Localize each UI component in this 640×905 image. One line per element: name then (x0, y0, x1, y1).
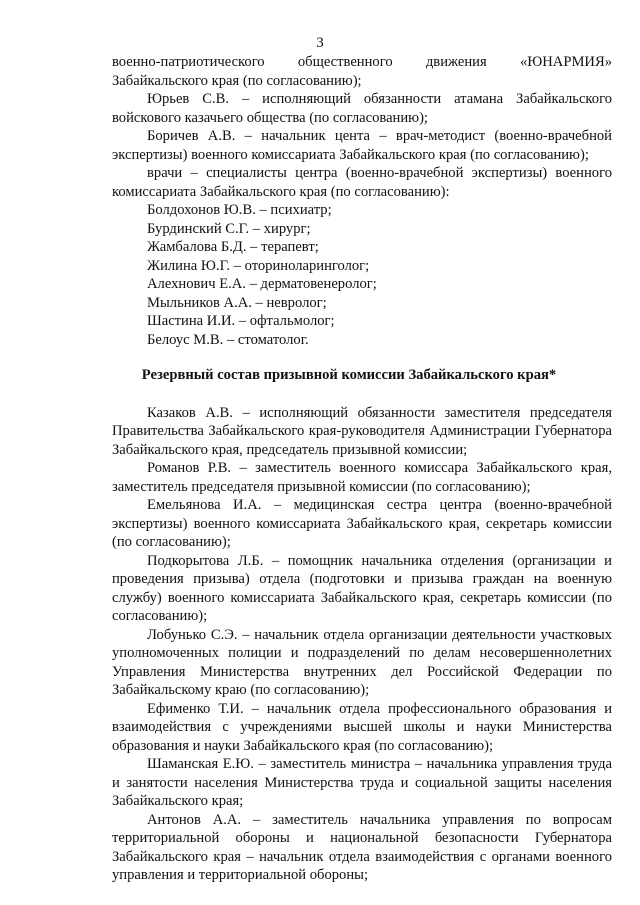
doctor-item: Болдохонов Ю.В. – психиатр; (147, 202, 332, 218)
reserve-member-item: Романов Р.В. – заместитель военного комиссара Забайкальского края, заместитель председателя призывной комиссии (по согласованию); (112, 460, 612, 495)
doctor-item: Алехнович Е.А. – дерматовенеролог; (147, 276, 377, 292)
reserve-member-item: Ефименко Т.И. – начальник отдела профессионального образования и взаимодействия с учреждениями высшей школы и науки Министерства образования и науки Забайкальского края (по согласованию); (112, 700, 612, 754)
doctor-item: Шастина И.И. – офтальмолог; (147, 313, 335, 329)
intro-paragraph: врачи – специалисты центра (военно-врачебной экспертизы) военного комиссариата Забайкальского края (по согласованию): (112, 165, 612, 200)
reserve-member-item: Лобунько С.Э. – начальник отдела организации деятельности участковых уполномоченных полиции и подразделений по делам несовершеннолетних Управления Министерства внутренних дел Российской Федерации по Забайкальскому краю (по согласованию); (112, 626, 612, 698)
document-body (112, 53, 612, 885)
intro-paragraph: Юрьев С.В. – исполняющий обязанности атамана Забайкальского войскового казачьего общества (по согласованию); (112, 91, 612, 126)
reserve-member-item: Подкорытова Л.Б. – помощник начальника отделения (организации и проведения призыва) отдела (подготовки и призыва граждан на военную службу) военного комиссариата Забайкальского края, секретарь комиссии (по согласованию); (112, 552, 612, 624)
reserve-member-item: Антонов А.А. – заместитель начальника управления по вопросам территориальной обороны и национальной безопасности Губернатора Забайкальского края – начальник отдела взаимодействия с органами военного управления и территориальной обороны; (112, 811, 612, 883)
reserve-member-item: Шаманская Е.Ю. – заместитель министра – начальника управления труда и занятости населения Министерства труда и социальной защиты населения Забайкальского края; (112, 756, 612, 809)
intro-paragraph: военно-патриотического общественного движения «ЮНАРМИЯ» Забайкальского края (по согласованию); (112, 54, 612, 89)
reserve-member-item: Казаков А.В. – исполняющий обязанности заместителя председателя Правительства Забайкальского края-руководителя Администрации Губернатора Забайкальского края, председатель призывной комиссии; (112, 404, 612, 458)
doctor-item: Белоус М.В. – стоматолог. (147, 331, 309, 348)
reserve-members-list (112, 404, 612, 885)
doctors-list (112, 201, 612, 349)
doctor-item: Жилина Ю.Г. – оториноларинголог; (147, 257, 370, 274)
doctor-item: Жамбалова Б.Д. – терапевт; (147, 239, 319, 255)
page-number: 3 (316, 35, 324, 51)
doctor-item: Бурдинский С.Г. – хирург; (147, 220, 311, 237)
doctor-item: Мыльников А.А. – невролог; (147, 294, 327, 311)
reserve-section-heading: Резервный состав призывной комиссии Забайкальского края* (141, 367, 557, 383)
intro-paragraph: Боричев А.В. – начальник цента – врач-методист (военно-врачебной экспертизы) военного комиссариата Забайкальского края (по согласованию); (112, 128, 612, 163)
reserve-member-item: Емельянова И.А. – медицинская сестра центра (военно-врачебной экспертизы) военного комиссариата Забайкальского края, секретарь комиссии (по согласованию); (112, 497, 612, 550)
